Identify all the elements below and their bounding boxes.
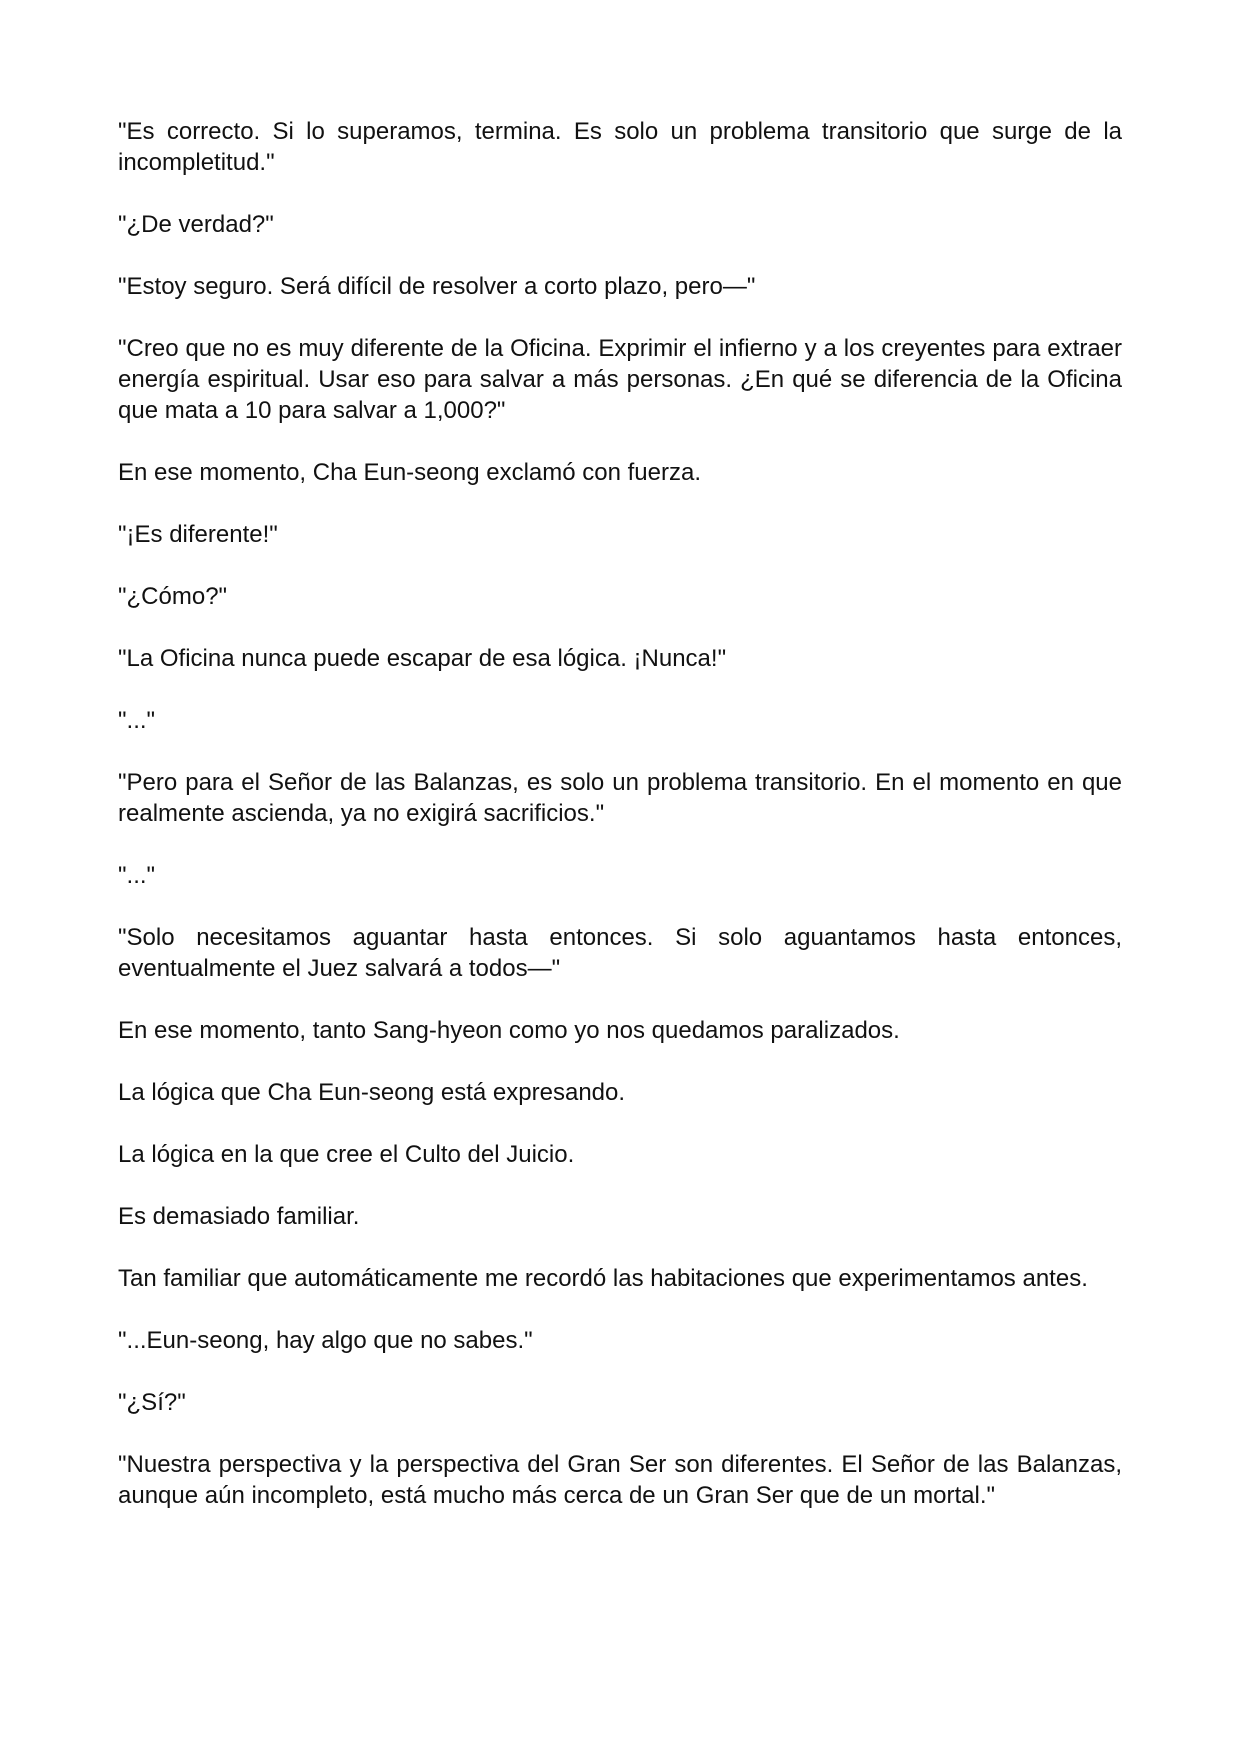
paragraph: "La Oficina nunca puede escapar de esa lógica. ¡Nunca!" xyxy=(118,645,727,672)
paragraph: "Pero para el Señor de las Balanzas, es solo un problema transitorio. En el momento en que realmente ascienda, ya no exigirá sacrificios." xyxy=(118,769,1122,827)
paragraph: "Es correcto. Si lo superamos, termina. Es solo un problema transitorio que surge de la incompletitud." xyxy=(118,118,1122,176)
paragraph: La lógica que Cha Eun-seong está expresando. xyxy=(118,1079,626,1106)
paragraph: "...Eun-seong, hay algo que no sabes." xyxy=(118,1327,533,1354)
paragraph: "..." xyxy=(118,862,156,889)
paragraph: "Nuestra perspectiva y la perspectiva del Gran Ser son diferentes. El Señor de las Balanzas, aunque aún incompleto, está mucho más cerca de un Gran Ser que de un mortal." xyxy=(118,1451,1122,1509)
paragraph: "¿De verdad?" xyxy=(118,211,274,238)
paragraph: "Creo que no es muy diferente de la Oficina. Exprimir el infierno y a los creyentes para extraer energía espiritual. Usar eso para salvar a más personas. ¿En qué se diferencia de la Oficina que mata a 10 para salvar a 1,000?" xyxy=(118,335,1122,424)
paragraph: Es demasiado familiar. xyxy=(118,1203,360,1230)
paragraph: "Estoy seguro. Será difícil de resolver a corto plazo, pero—" xyxy=(118,273,756,300)
paragraph: "..." xyxy=(118,707,156,734)
paragraph: "¿Sí?" xyxy=(118,1389,186,1416)
paragraph: "¿Cómo?" xyxy=(118,583,228,610)
document-page xyxy=(118,116,1122,1542)
paragraph: Tan familiar que automáticamente me recordó las habitaciones que experimentamos antes. xyxy=(118,1265,1088,1292)
paragraph: "Solo necesitamos aguantar hasta entonces. Si solo aguantamos hasta entonces, eventualmente el Juez salvará a todos—" xyxy=(118,924,1122,982)
paragraph: En ese momento, tanto Sang-hyeon como yo nos quedamos paralizados. xyxy=(118,1017,900,1044)
paragraph: "¡Es diferente!" xyxy=(118,521,278,548)
paragraph: En ese momento, Cha Eun-seong exclamó con fuerza. xyxy=(118,459,701,486)
paragraph: La lógica en la que cree el Culto del Juicio. xyxy=(118,1141,575,1168)
